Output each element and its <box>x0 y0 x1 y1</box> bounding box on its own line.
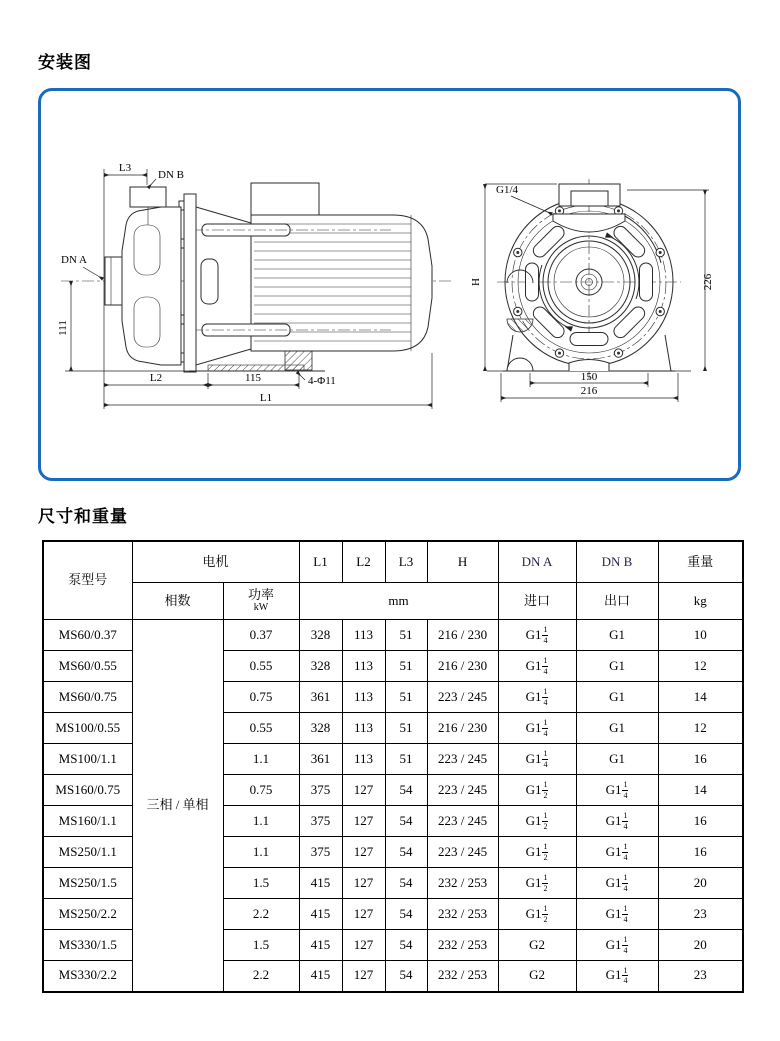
cell-model: MS60/0.37 <box>43 620 132 651</box>
side-dim-dnb-label: DN B <box>158 169 184 181</box>
cell-l1: 361 <box>299 682 342 713</box>
pump-side-view-drawing <box>57 162 453 409</box>
cell-power: 0.37 <box>223 620 299 651</box>
cell-power: 2.2 <box>223 899 299 930</box>
front-dim-216-label: 216 <box>580 385 598 397</box>
dn-value: G1 <box>609 688 625 704</box>
cell-l1: 361 <box>299 744 342 775</box>
cell-power: 1.5 <box>223 930 299 961</box>
cell-l1: 328 <box>299 713 342 744</box>
cell-l1: 375 <box>299 775 342 806</box>
cell-l2: 127 <box>342 806 385 837</box>
cell-h: 223 / 245 <box>427 837 498 868</box>
cell-power: 1.1 <box>223 806 299 837</box>
cell-power: 0.75 <box>223 775 299 806</box>
side-dim-111-label: 111 <box>57 320 69 336</box>
front-plug-label: G1/4 <box>496 184 518 196</box>
cell-l1: 415 <box>299 930 342 961</box>
cell-dn-a <box>498 837 576 868</box>
dn-value: G1 $\frac{1}{4}$ <box>605 935 628 955</box>
dn-value: G1 $\frac{1}{4}$ <box>605 780 628 800</box>
dn-value: G1 $\frac{1}{4}$ <box>525 718 548 738</box>
cell-weight: 12 <box>658 651 743 682</box>
cell-weight: 16 <box>658 806 743 837</box>
cell-model: MS160/0.75 <box>43 775 132 806</box>
cell-model: MS160/1.1 <box>43 806 132 837</box>
cell-l3: 51 <box>385 713 427 744</box>
cell-dn-b <box>576 806 658 837</box>
side-dim-l2-label: L2 <box>149 372 163 384</box>
cell-dn-a <box>498 899 576 930</box>
dn-value: G1 $\frac{1}{2}$ <box>525 780 548 800</box>
dimensions-table <box>42 540 744 993</box>
cell-model: MS100/1.1 <box>43 744 132 775</box>
cell-dn-a <box>498 930 576 961</box>
header-power <box>223 583 299 620</box>
dn-value: G1 $\frac{1}{4}$ <box>525 687 548 707</box>
cell-h: 232 / 253 <box>427 868 498 899</box>
cell-l2: 113 <box>342 713 385 744</box>
cell-dn-b <box>576 651 658 682</box>
cell-dn-a <box>498 713 576 744</box>
cell-power: 1.1 <box>223 837 299 868</box>
cell-h: 223 / 245 <box>427 775 498 806</box>
cell-l3: 54 <box>385 930 427 961</box>
installation-diagram-box <box>38 88 741 481</box>
dn-value: G1 $\frac{1}{4}$ <box>605 811 628 831</box>
dn-value: G1 $\frac{1}{4}$ <box>605 904 628 924</box>
header-mm-unit: mm <box>299 583 498 620</box>
front-dim-226-label: 226 <box>702 273 714 291</box>
cell-weight: 12 <box>658 713 743 744</box>
cell-dn-b <box>576 837 658 868</box>
side-dim-115-label: 115 <box>244 372 262 384</box>
cell-l2: 113 <box>342 620 385 651</box>
cell-weight: 16 <box>658 837 743 868</box>
header-h: H <box>427 541 498 583</box>
cell-weight: 16 <box>658 744 743 775</box>
header-dn-b: DN B <box>576 541 658 583</box>
dn-value: G1 $\frac{1}{4}$ <box>605 966 628 986</box>
cell-weight: 23 <box>658 961 743 992</box>
cell-l3: 54 <box>385 868 427 899</box>
cell-dn-a <box>498 744 576 775</box>
cell-weight: 20 <box>658 930 743 961</box>
cell-weight: 14 <box>658 682 743 713</box>
cell-l1: 375 <box>299 806 342 837</box>
cell-dn-b <box>576 899 658 930</box>
cell-dn-b <box>576 620 658 651</box>
cell-h: 216 / 230 <box>427 651 498 682</box>
cell-model: MS250/1.1 <box>43 837 132 868</box>
cell-l3: 54 <box>385 899 427 930</box>
cell-model: MS60/0.75 <box>43 682 132 713</box>
cell-l1: 328 <box>299 620 342 651</box>
dn-value: G1 $\frac{1}{2}$ <box>525 873 548 893</box>
cell-h: 232 / 253 <box>427 961 498 992</box>
section-title-installation: 安装图 <box>38 53 92 72</box>
cell-model: MS100/0.55 <box>43 713 132 744</box>
cell-l3: 51 <box>385 744 427 775</box>
header-l3: L3 <box>385 541 427 583</box>
header-phase: 相数 <box>132 583 223 620</box>
cell-l2: 127 <box>342 868 385 899</box>
header-power-label: 功率 <box>248 587 275 603</box>
header-pump-model: 泵型号 <box>43 541 132 620</box>
cell-l3: 54 <box>385 837 427 868</box>
cell-l2: 127 <box>342 775 385 806</box>
cell-phase: 三相 / 单相 <box>132 620 223 992</box>
cell-l2: 113 <box>342 682 385 713</box>
cell-l2: 113 <box>342 744 385 775</box>
cell-l2: 127 <box>342 837 385 868</box>
header-weight: 重量 <box>658 541 743 583</box>
dimensions-table-body <box>43 620 743 992</box>
dn-value: G2 <box>529 936 545 952</box>
dn-value: G2 <box>529 967 545 983</box>
installation-diagram-svg <box>41 91 738 478</box>
dn-value: G1 <box>609 626 625 642</box>
cell-l3: 51 <box>385 682 427 713</box>
side-outlet-port <box>130 187 166 207</box>
dn-value: G1 $\frac{1}{4}$ <box>525 625 548 645</box>
cell-dn-a <box>498 806 576 837</box>
cell-dn-b <box>576 868 658 899</box>
cell-l3: 54 <box>385 961 427 992</box>
dn-value: G1 $\frac{1}{4}$ <box>605 873 628 893</box>
side-terminal-box <box>251 183 319 215</box>
header-motor: 电机 <box>132 541 299 583</box>
cell-l1: 415 <box>299 961 342 992</box>
side-inlet-flange <box>105 257 122 305</box>
cell-power: 0.55 <box>223 651 299 682</box>
cell-power: 2.2 <box>223 961 299 992</box>
side-dim-holes-label: 4-Φ11 <box>308 375 336 387</box>
header-dn-a: DN A <box>498 541 576 583</box>
side-dim-l3-label: L3 <box>118 162 132 174</box>
dn-value: G1 $\frac{1}{2}$ <box>525 904 548 924</box>
cell-l2: 113 <box>342 651 385 682</box>
cell-power: 1.5 <box>223 868 299 899</box>
dn-value: G1 $\frac{1}{2}$ <box>525 842 548 862</box>
cell-model: MS330/2.2 <box>43 961 132 992</box>
dn-value: G1 <box>609 719 625 735</box>
table-row <box>43 620 743 651</box>
cell-model: MS250/1.5 <box>43 868 132 899</box>
header-outlet: 出口 <box>576 583 658 620</box>
dn-value: G1 $\frac{1}{4}$ <box>525 656 548 676</box>
cell-weight: 14 <box>658 775 743 806</box>
cell-dn-a <box>498 682 576 713</box>
dn-value: G1 $\frac{1}{4}$ <box>605 842 628 862</box>
pump-front-view-drawing <box>470 179 714 402</box>
header-l2: L2 <box>342 541 385 583</box>
cell-l2: 127 <box>342 961 385 992</box>
cell-weight: 23 <box>658 899 743 930</box>
cell-dn-b <box>576 961 658 992</box>
cell-dn-a <box>498 651 576 682</box>
front-dim-h-label: H <box>470 278 482 286</box>
header-inlet: 进口 <box>498 583 576 620</box>
cell-h: 223 / 245 <box>427 744 498 775</box>
cell-h: 223 / 245 <box>427 682 498 713</box>
cell-l1: 415 <box>299 899 342 930</box>
dn-value: G1 $\frac{1}{4}$ <box>525 749 548 769</box>
side-dim-l1-label: L1 <box>259 392 273 404</box>
cell-h: 232 / 253 <box>427 930 498 961</box>
cell-weight: 20 <box>658 868 743 899</box>
dn-value: G1 $\frac{1}{2}$ <box>525 811 548 831</box>
cell-l1: 415 <box>299 868 342 899</box>
cell-l1: 328 <box>299 651 342 682</box>
section-title-dimensions: 尺寸和重量 <box>38 507 128 526</box>
side-dim-dna-label: DN A <box>61 254 87 266</box>
dn-value: G1 <box>609 750 625 766</box>
cell-model: MS60/0.55 <box>43 651 132 682</box>
header-kg-unit: kg <box>658 583 743 620</box>
cell-dn-b <box>576 930 658 961</box>
cell-l1: 375 <box>299 837 342 868</box>
cell-power: 0.75 <box>223 682 299 713</box>
cell-power: 0.55 <box>223 713 299 744</box>
cell-dn-a <box>498 961 576 992</box>
cell-power: 1.1 <box>223 744 299 775</box>
cell-dn-a <box>498 620 576 651</box>
cell-h: 223 / 245 <box>427 806 498 837</box>
cell-dn-b <box>576 682 658 713</box>
cell-l3: 54 <box>385 806 427 837</box>
cell-dn-b <box>576 744 658 775</box>
cell-weight: 10 <box>658 620 743 651</box>
cell-dn-b <box>576 775 658 806</box>
cell-l2: 127 <box>342 899 385 930</box>
cell-h: 232 / 253 <box>427 899 498 930</box>
cell-h: 216 / 230 <box>427 620 498 651</box>
cell-l3: 51 <box>385 620 427 651</box>
cell-h: 216 / 230 <box>427 713 498 744</box>
cell-model: MS330/1.5 <box>43 930 132 961</box>
header-l1: L1 <box>299 541 342 583</box>
dn-value: G1 <box>609 657 625 673</box>
cell-dn-a <box>498 775 576 806</box>
header-power-unit: kW <box>253 602 269 614</box>
cell-model: MS250/2.2 <box>43 899 132 930</box>
cell-dn-b <box>576 713 658 744</box>
cell-l3: 51 <box>385 651 427 682</box>
cell-l2: 127 <box>342 930 385 961</box>
cell-dn-a <box>498 868 576 899</box>
cell-l3: 54 <box>385 775 427 806</box>
front-dim-150-label: 150 <box>580 371 598 383</box>
